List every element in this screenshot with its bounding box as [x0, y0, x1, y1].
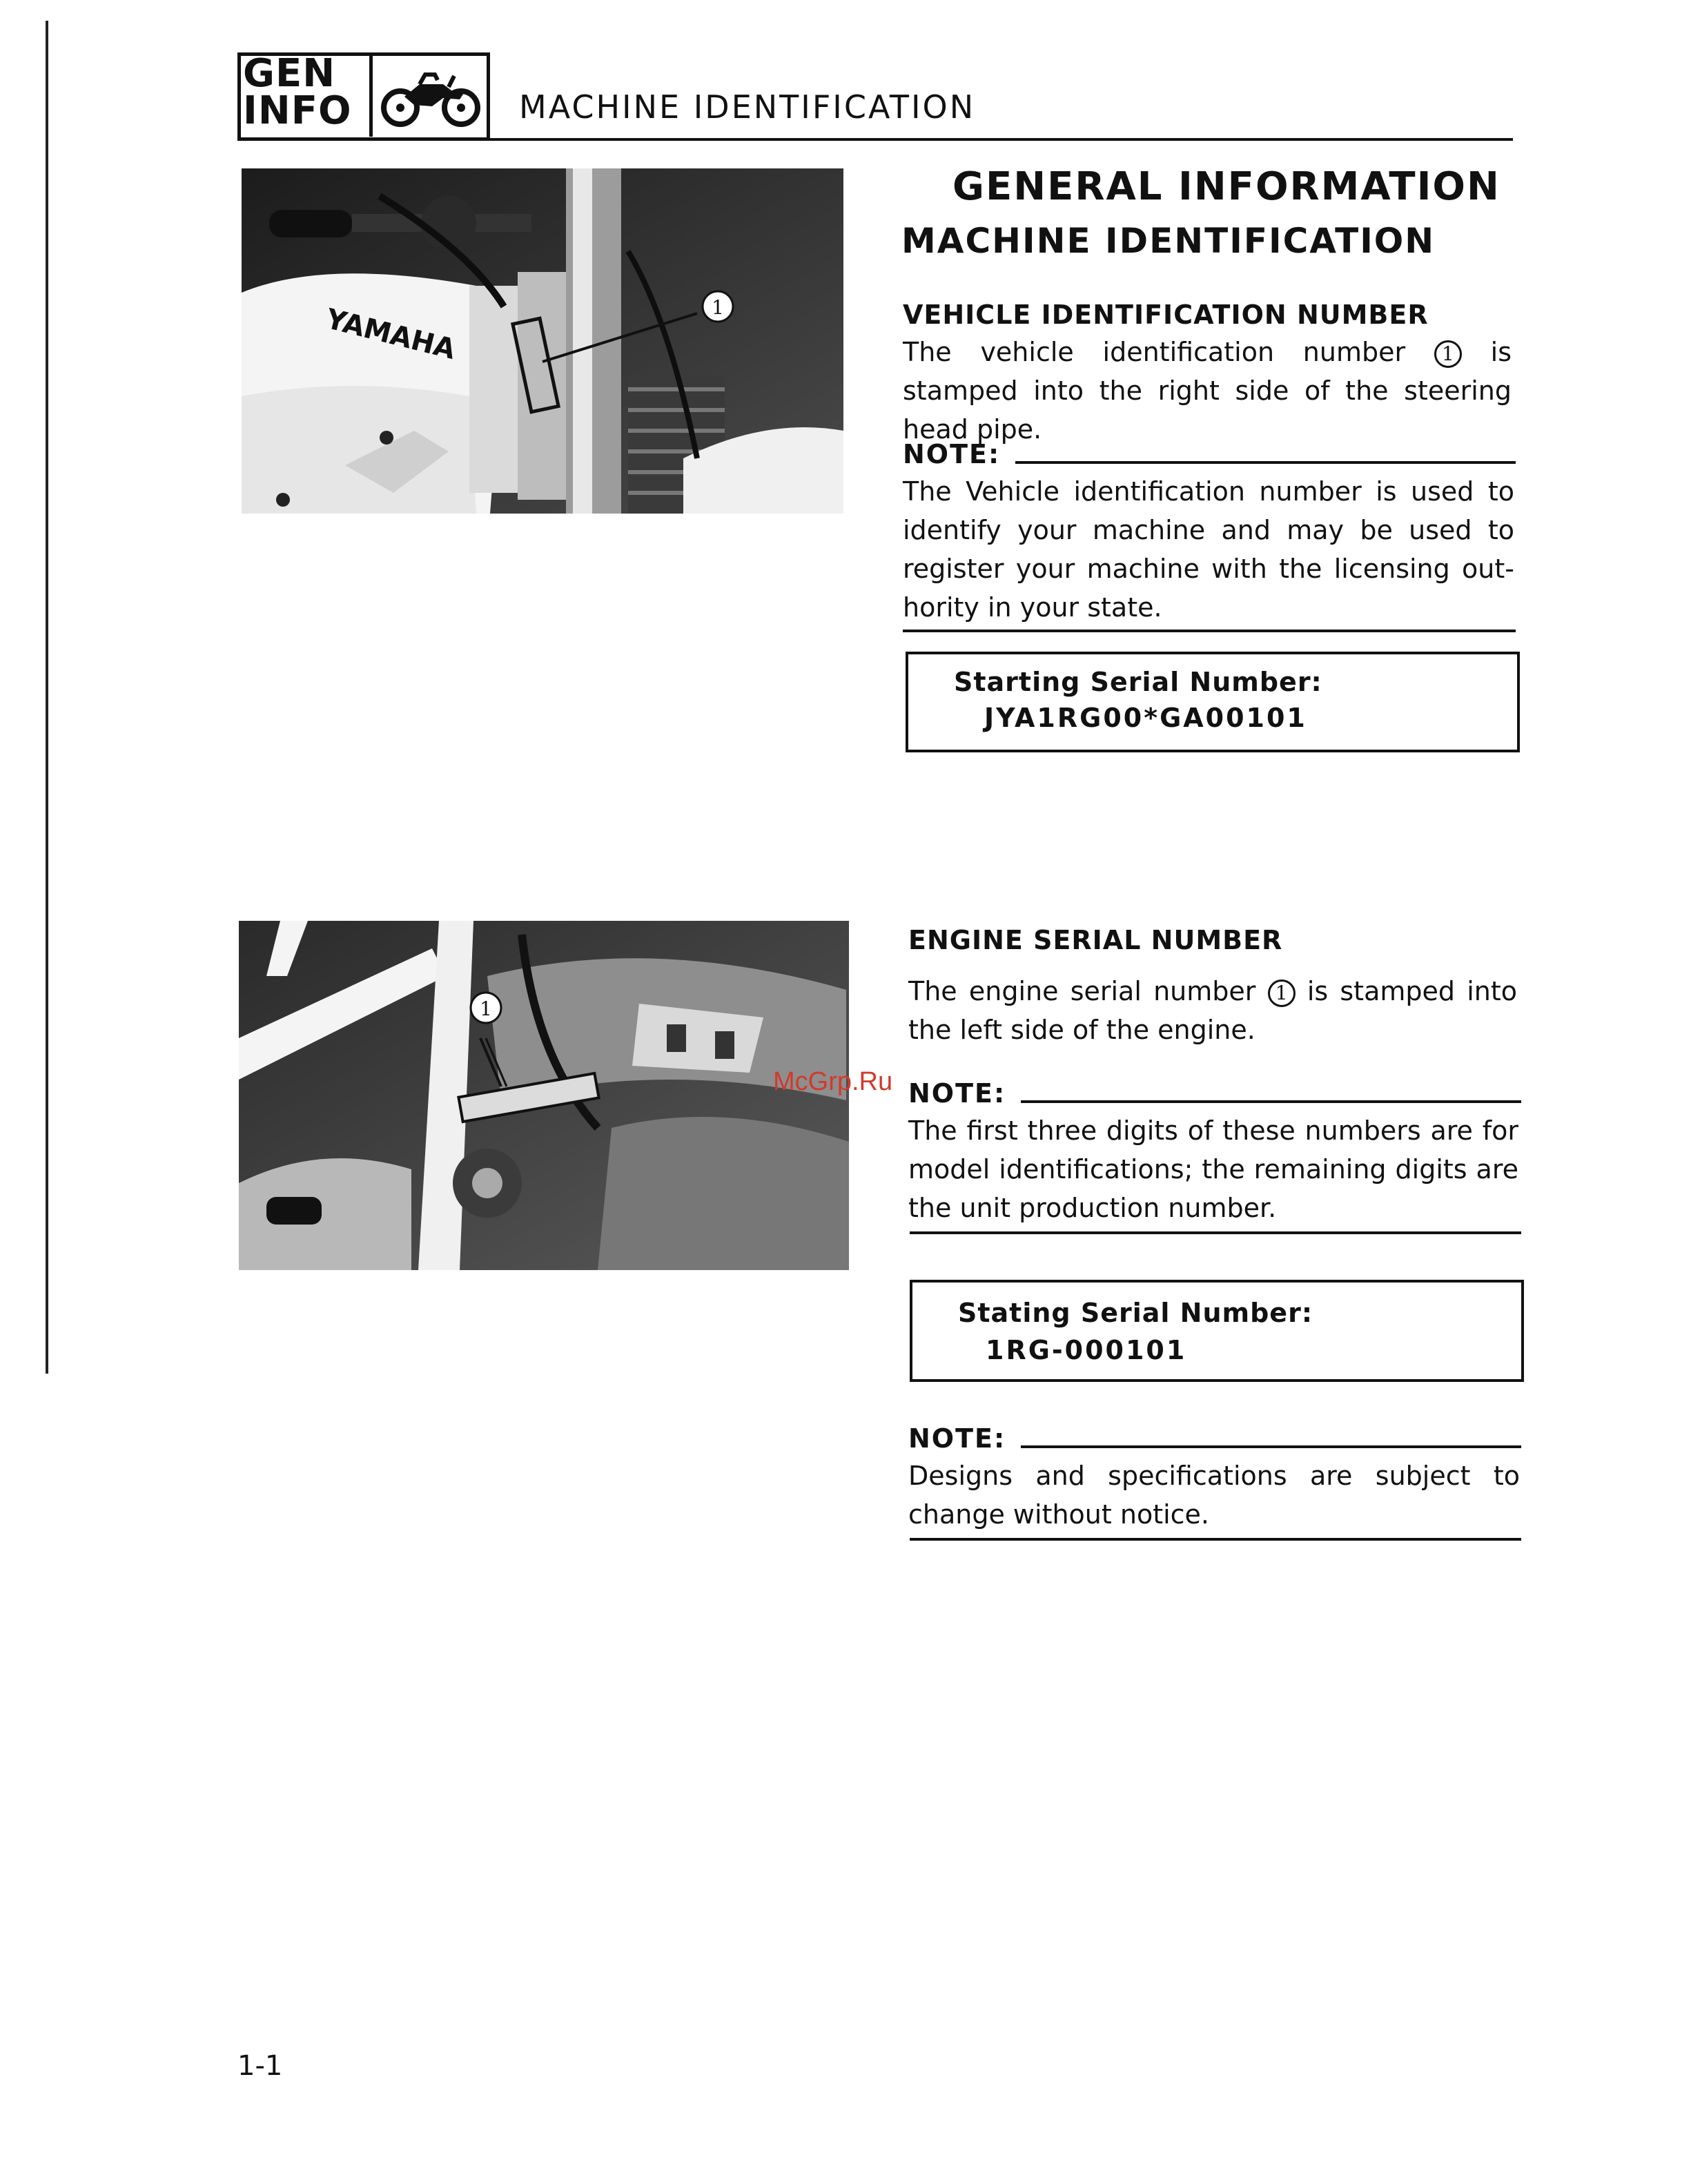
engine-note-header — [908, 1078, 1521, 1109]
vin-note-end-rule — [903, 630, 1516, 632]
yamaha-tank-text: YAMAHA — [322, 303, 459, 366]
engine-description: The engine serial number 1 is stamped into the left side of the engine. — [908, 976, 1517, 1045]
margin-rule — [46, 21, 48, 1374]
vin-serial-box — [906, 652, 1520, 752]
watermark: McGrp.Ru — [773, 1067, 893, 1096]
page-title: GENERAL INFORMATION — [952, 164, 1501, 209]
vin-note-text: The Vehicle identification number is used to identify your machine and may be used to register your machine with the licensing out-hority in your state. — [903, 476, 1514, 623]
engine-note-rule — [1021, 1100, 1521, 1103]
engine-note-label: NOTE: — [908, 1078, 1006, 1109]
vin-note-label: NOTE: — [903, 439, 1001, 469]
photo2-callout: 1 — [480, 997, 492, 1020]
engine-note-text: The first three digits of these numbers are for model identifications; the remaining digits are the unit production number. — [908, 1115, 1518, 1223]
final-note-end-rule — [910, 1538, 1521, 1541]
engine-heading: ENGINE SERIAL NUMBER — [908, 925, 1283, 955]
vin-note-header — [903, 439, 1516, 469]
badge-line-info: INFO — [243, 88, 352, 133]
section-badge-label — [243, 51, 373, 137]
final-note-label: NOTE: — [908, 1423, 1006, 1454]
vin-description: The vehicle identification number 1 is stamped into the right side of the steering head pipe. — [903, 337, 1512, 445]
badge-line-gen: GEN — [243, 51, 336, 96]
final-note-text: Designs and specifications are subject to change without notice. — [908, 1461, 1520, 1530]
page-number: 1-1 — [237, 2050, 283, 2082]
callout-circle-icon: 1 — [1268, 979, 1296, 1007]
motorcycle-icon — [377, 59, 485, 134]
callout-circle-icon: 1 — [1434, 340, 1462, 368]
engine-serial-box — [910, 1280, 1524, 1382]
final-note-header — [908, 1423, 1521, 1454]
vin-heading: VEHICLE IDENTIFICATION NUMBER — [903, 300, 1429, 330]
photo1-callout: 1 — [712, 296, 724, 319]
engine-serial-box-value: 1RG-000101 — [986, 1335, 1187, 1365]
engine-note-end-rule — [910, 1231, 1521, 1234]
vin-serial-box-value: JYA1RG00*GA00101 — [984, 703, 1307, 733]
engine-photo — [239, 921, 849, 1270]
vin-serial-box-title: Starting Serial Number: — [954, 667, 1322, 697]
vin-note-rule — [1015, 461, 1516, 464]
header-title: MACHINE IDENTIFICATION — [519, 88, 976, 126]
final-note-rule — [1021, 1445, 1521, 1448]
page-subtitle: MACHINE IDENTIFICATION — [901, 221, 1436, 261]
steering-head-photo — [242, 168, 843, 514]
engine-serial-box-title: Stating Serial Number: — [958, 1298, 1313, 1328]
header-rule — [237, 138, 1513, 141]
